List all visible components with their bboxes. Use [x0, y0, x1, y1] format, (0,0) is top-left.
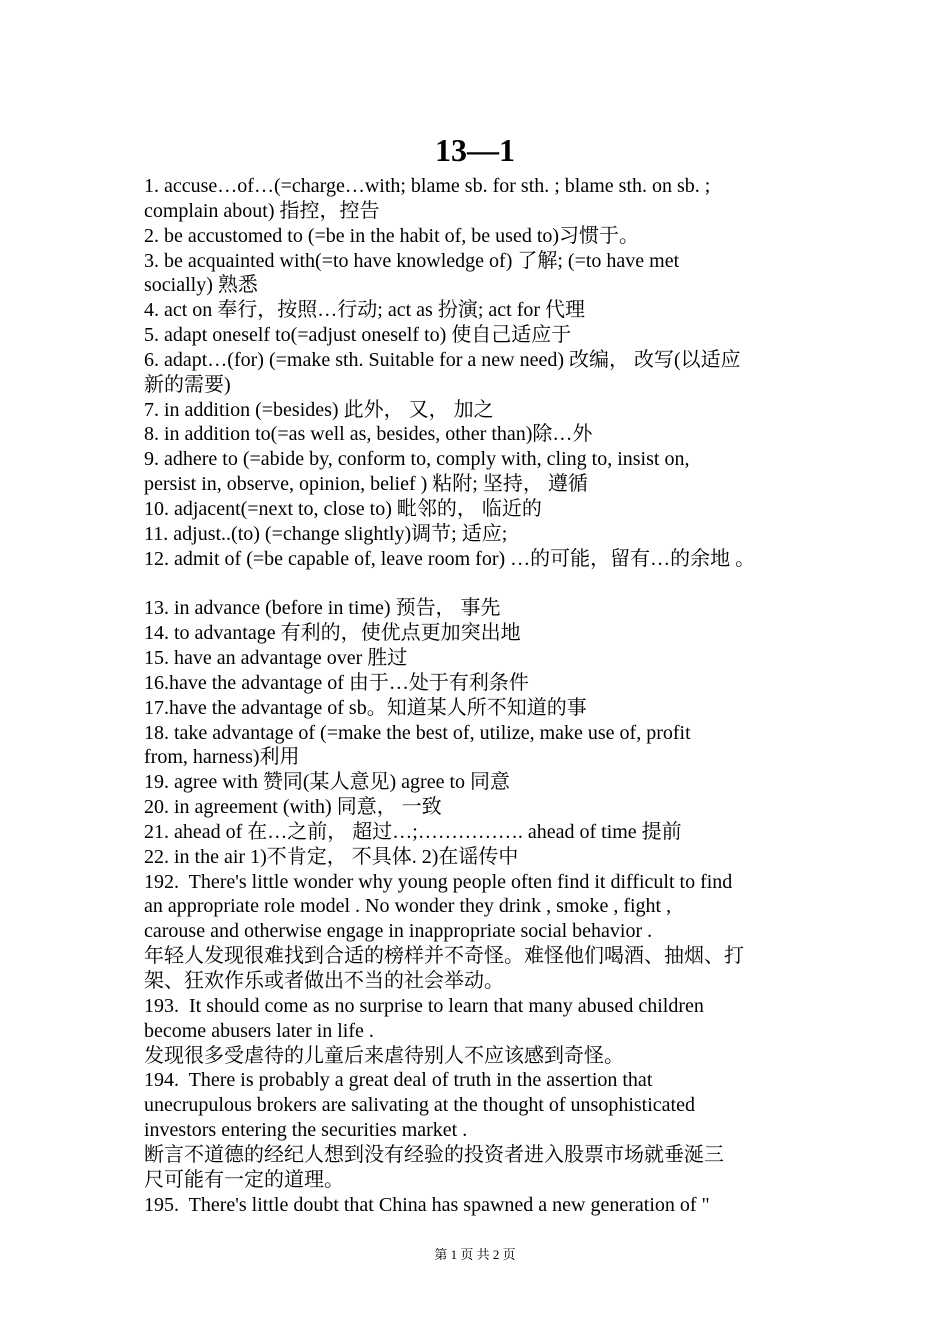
text-line: from, harness)利用	[144, 746, 300, 769]
text-line: 18. take advantage of (=make the best of, utilize, make use of, profit	[144, 721, 691, 744]
document-body	[144, 174, 824, 1217]
text-line: become abusers later in life .	[144, 1019, 374, 1042]
text-line: socially) 熟悉	[144, 274, 258, 297]
text-line: 11. adjust..(to) (=change slightly)调节; 适应;	[144, 522, 508, 545]
text-line: carouse and otherwise engage in inappropriate social behavior .	[144, 920, 653, 943]
text-line: unecrupulous brokers are salivating at the thought of unsophisticated	[144, 1094, 695, 1117]
page-footer: 第 1 页 共 2 页	[434, 1247, 516, 1262]
text-line: persist in, observe, opinion, belief ) 粘附; 坚持， 遵循	[144, 473, 588, 496]
text-line: 年轻人发现很难找到合适的榜样并不奇怪。难怪他们喝酒、抽烟、打	[144, 945, 744, 968]
text-line: 发现很多受虐待的儿童后来虐待别人不应该感到奇怪。	[144, 1044, 624, 1067]
text-line: 2. be accustomed to (=be in the habit of, be used to)习惯于。	[144, 224, 640, 247]
text-line: investors entering the securities market .	[144, 1119, 468, 1142]
text-line: 9. adhere to (=abide by, conform to, comply with, cling to, insist on,	[144, 448, 690, 471]
text-line: 195. There's little doubt that China has spawned a new generation of "	[144, 1193, 710, 1216]
text-line: 6. adapt…(for) (=make sth. Suitable for a new need) 改编， 改写(以适应	[144, 348, 741, 371]
text-line: 12. admit of (=be capable of, leave room for) …的可能，留有…的余地 。	[144, 547, 756, 570]
text-line: 断言不道德的经纪人想到没有经验的投资者进入股票市场就垂涎三	[144, 1143, 724, 1166]
text-line: 194. There is probably a great deal of truth in the assertion that	[144, 1069, 653, 1092]
text-line: 20. in agreement (with) 同意， 一致	[144, 796, 442, 819]
text-line: 21. ahead of 在…之前， 超过…;……………. ahead of time 提前	[144, 820, 682, 843]
text-line: 193. It should come as no surprise to learn that many abused children	[144, 994, 704, 1017]
text-line: 3. be acquainted with(=to have knowledge of) 了解; (=to have met	[144, 249, 680, 272]
text-line: 15. have an advantage over 胜过	[144, 647, 408, 670]
text-line: complain about) 指控，控告	[144, 199, 380, 222]
text-line: 16.have the advantage of 由于…处于有利条件	[144, 671, 529, 694]
text-line: 1. accuse…of…(=charge…with; blame sb. for sth. ; blame sth. on sb. ;	[144, 175, 711, 197]
text-line: 22. in the air 1)不肯定， 不具体. 2)在谣传中	[144, 845, 519, 868]
text-line: 新的需要)	[144, 373, 231, 396]
text-line: an appropriate role model . No wonder they drink , smoke , fight ,	[144, 895, 672, 918]
text-line: 192. There's little wonder why young people often find it difficult to find	[144, 870, 733, 893]
text-line	[144, 572, 824, 597]
text-line: 19. agree with 赞同(某人意见) agree to 同意	[144, 771, 511, 794]
text-line: 13. in advance (before in time) 预告， 事先	[144, 597, 501, 620]
text-line: 尺可能有一定的道理。	[144, 1168, 344, 1191]
page-title: 13—1	[435, 132, 515, 168]
text-line: 14. to advantage 有利的，使优点更加突出地	[144, 622, 521, 645]
text-line: 4. act on 奉行，按照…行动; act as 扮演; act for 代理	[144, 299, 586, 322]
text-line: 8. in addition to(=as well as, besides, other than)除…外	[144, 423, 593, 446]
text-line: 17.have the advantage of sb。知道某人所不知道的事	[144, 696, 587, 719]
text-line: 5. adapt oneself to(=adjust oneself to) 使自己适应于	[144, 324, 572, 347]
text-line: 10. adjacent(=next to, close to) 毗邻的， 临近的	[144, 497, 542, 520]
text-line: 架、狂欢作乐或者做出不当的社会举动。	[144, 970, 504, 992]
text-line: 7. in addition (=besides) 此外， 又， 加之	[144, 398, 494, 421]
